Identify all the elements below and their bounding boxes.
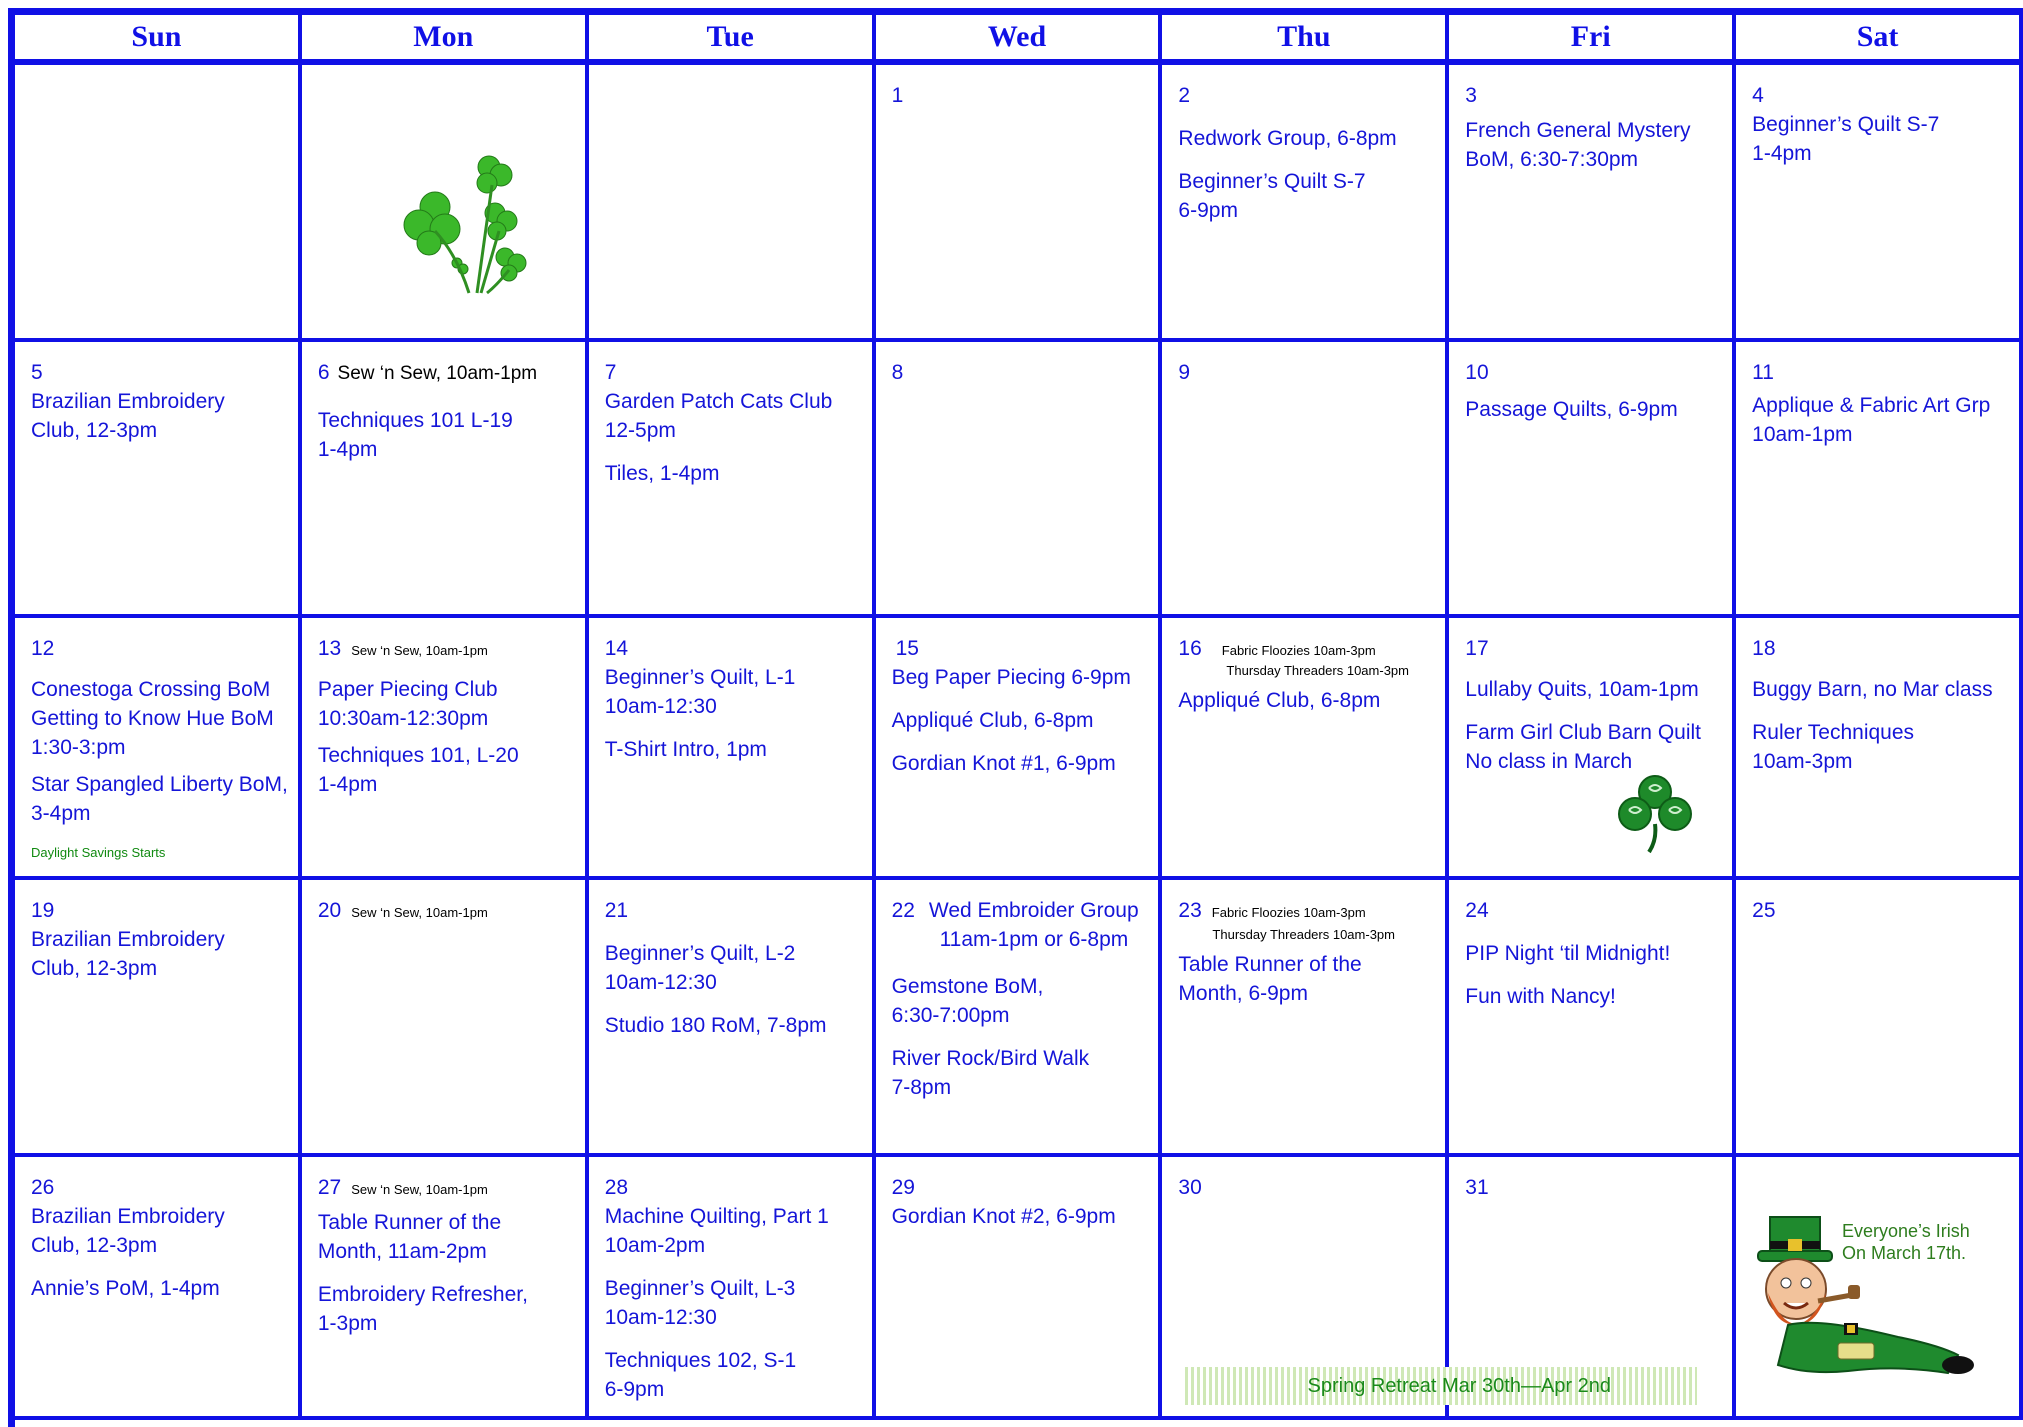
day-number: 25: [1752, 899, 1776, 922]
event-small: Thursday Threaders 10am-3pm: [1212, 927, 1395, 942]
event: Garden Patch Cats Club 12-5pm: [604, 390, 833, 442]
event: Fun with Nancy!: [1465, 985, 1616, 1008]
event: T-Shirt Intro, 1pm: [604, 738, 767, 761]
event: Lullaby Quits, 10am-1pm: [1465, 678, 1699, 701]
day-cell: [15, 342, 302, 618]
day-cell: [15, 1157, 302, 1420]
event: Conestoga Crossing BoM Getting to Know Hue BoM 1:30-3:pm: [31, 678, 274, 759]
event: Beg Paper Piecing 6-9pm: [891, 666, 1131, 689]
header-sat: Sat: [1736, 15, 2023, 65]
event: Techniques 101, L-20 1-4pm: [317, 744, 519, 796]
day-number: 27: [317, 1176, 342, 1199]
event: Machine Quilting, Part 1 10am-2pm: [604, 1205, 829, 1257]
day-cell-empty: [302, 65, 589, 342]
day-number: 30: [1178, 1176, 1202, 1199]
day-cell: [589, 618, 876, 880]
day-number: 17: [1465, 637, 1489, 660]
day-cell: [1449, 880, 1736, 1157]
retreat-banner: [1185, 1367, 1697, 1405]
event: Table Runner of the Month, 6-9pm: [1178, 953, 1362, 1005]
event-inline: Sew ‘n Sew, 10am-1pm: [351, 1182, 488, 1197]
day-number: 20: [317, 899, 342, 922]
day-cell: [1449, 618, 1736, 880]
day-number: 3: [1465, 84, 1477, 107]
day-number: 10: [1465, 361, 1489, 384]
event: Brazilian Embroidery Club, 12-3pm: [31, 1205, 225, 1257]
event: Star Spangled Liberty BoM, 3-4pm: [31, 773, 288, 825]
event: Farm Girl Club Barn Quilt No class in March: [1465, 721, 1701, 773]
day-number: 1: [891, 84, 904, 107]
day-cell: [1162, 342, 1449, 618]
day-number: 16: [1178, 637, 1202, 660]
day-cell-empty: [15, 65, 302, 342]
day-cell: [1736, 618, 2023, 880]
day-number: 22: [891, 899, 915, 922]
day-cell: [589, 1157, 876, 1420]
day-number: 2: [1178, 84, 1191, 107]
day-cell: [589, 880, 876, 1157]
event-time: 11am-1pm or 6-8pm: [939, 928, 1129, 951]
note: Daylight Savings Starts: [31, 845, 166, 860]
day-cell: [15, 880, 302, 1157]
day-cell: [876, 618, 1163, 880]
celtic-clover-icon: [1613, 774, 1699, 854]
day-number: 15: [895, 637, 919, 660]
day-number: 21: [604, 899, 629, 922]
day-cell-empty: [589, 65, 876, 342]
event-heading: Wed Embroider Group: [928, 899, 1139, 922]
day-cell: [1162, 880, 1449, 1157]
day-number: 28: [604, 1176, 629, 1199]
event: French General Mystery BoM, 6:30-7:30pm: [1465, 119, 1691, 171]
event: Beginner’s Quilt, L-3 10am-12:30: [604, 1277, 796, 1329]
header-wed: Wed: [876, 15, 1163, 65]
header-tue: Tue: [589, 15, 876, 65]
event: Paper Piecing Club 10:30am-12:30pm: [317, 678, 498, 730]
header-sun: Sun: [15, 15, 302, 65]
day-cell: [302, 880, 589, 1157]
day-cell: [876, 65, 1163, 342]
event-small: Fabric Floozies 10am-3pm: [1221, 643, 1376, 658]
caption-line-1: Everyone’s Irish: [1842, 1221, 1970, 1241]
day-cell: [1736, 880, 2023, 1157]
day-cell: [876, 342, 1163, 618]
event: River Rock/Bird Walk 7-8pm: [891, 1047, 1090, 1099]
day-cell: [1449, 342, 1736, 618]
event: Brazilian Embroidery Club, 12-3pm: [31, 928, 225, 980]
header-mon: Mon: [302, 15, 589, 65]
event: PIP Night ‘til Midnight!: [1465, 942, 1671, 965]
day-cell: [1449, 65, 1736, 342]
day-cell: [302, 1157, 589, 1420]
event: Appliqué Club, 6-8pm: [1178, 689, 1381, 712]
day-number: 12: [31, 637, 55, 660]
event: Beginner’s Quilt, L-1 10am-12:30: [604, 666, 796, 718]
day-number: 14: [604, 637, 629, 660]
event: Applique & Fabric Art Grp 10am-1pm: [1752, 394, 1991, 446]
event: Tiles, 1-4pm: [604, 462, 720, 485]
event: Beginner’s Quilt, L-2 10am-12:30: [604, 942, 796, 994]
shamrock-icon: [397, 145, 537, 295]
event-inline: Sew ‘n Sew, 10am-1pm: [351, 905, 488, 920]
day-number: 31: [1465, 1176, 1489, 1199]
caption-line-2: On March 17th.: [1842, 1243, 1967, 1263]
event: Techniques 101 L-19 1-4pm: [317, 409, 513, 461]
event: Techniques 102, S-1 6-9pm: [604, 1349, 797, 1401]
day-number: 4: [1752, 84, 1764, 107]
day-number: 26: [31, 1176, 55, 1199]
day-number: 23: [1178, 899, 1202, 922]
day-cell: [1736, 65, 2023, 342]
day-number: 11: [1752, 361, 1774, 384]
day-cell: [876, 1157, 1163, 1420]
event: Redwork Group, 6-8pm: [1178, 127, 1397, 150]
event-inline: Sew ‘n Sew, 10am-1pm: [351, 643, 488, 658]
event: Brazilian Embroidery Club, 12-3pm: [31, 390, 225, 442]
event: Passage Quilts, 6-9pm: [1465, 398, 1678, 421]
event: Beginner’s Quilt S-7 1-4pm: [1752, 113, 1940, 165]
event: Annie’s PoM, 1-4pm: [31, 1277, 220, 1300]
retreat-text: Spring Retreat Mar 30th—Apr 2nd: [1307, 1374, 1611, 1397]
event: Ruler Techniques 10am-3pm: [1752, 721, 1915, 773]
header-thu: Thu: [1162, 15, 1449, 65]
day-number: 6: [317, 361, 330, 384]
event-small: Thursday Threaders 10am-3pm: [1226, 663, 1409, 678]
event: Studio 180 RoM, 7-8pm: [604, 1014, 827, 1037]
day-number: 29: [891, 1176, 915, 1199]
event: Gemstone BoM, 6:30-7:00pm: [891, 975, 1044, 1027]
day-cell: [15, 618, 302, 880]
day-cell: [589, 342, 876, 618]
day-cell: [302, 342, 589, 618]
day-number: 9: [1178, 361, 1191, 384]
event: Gordian Knot #2, 6-9pm: [891, 1205, 1116, 1228]
event-inline: Sew ‘n Sew, 10am-1pm: [337, 363, 538, 384]
event: Embroidery Refresher, 1-3pm: [317, 1283, 528, 1335]
leprechaun-caption: [1842, 1220, 1970, 1264]
day-number: 5: [31, 361, 43, 384]
event: Buggy Barn, no Mar class: [1752, 678, 1993, 701]
day-number: 7: [604, 361, 617, 384]
day-number: 19: [31, 899, 55, 922]
event: Beginner’s Quilt S-7 6-9pm: [1178, 170, 1366, 222]
day-number: 24: [1465, 899, 1489, 922]
event: Gordian Knot #1, 6-9pm: [891, 752, 1116, 775]
day-number: 8: [891, 361, 904, 384]
day-cell: [1736, 342, 2023, 618]
day-cell: [302, 618, 589, 880]
day-cell: [876, 880, 1163, 1157]
event: Table Runner of the Month, 11am-2pm: [317, 1211, 502, 1263]
day-cell: [1162, 65, 1449, 342]
day-number: 18: [1752, 637, 1776, 660]
day-cell: [1162, 618, 1449, 880]
event-small: Fabric Floozies 10am-3pm: [1211, 905, 1366, 920]
header-fri: Fri: [1449, 15, 1736, 65]
calendar-grid: [8, 8, 2023, 1427]
day-number: 13: [317, 637, 342, 660]
event: Appliqué Club, 6-8pm: [891, 709, 1094, 732]
